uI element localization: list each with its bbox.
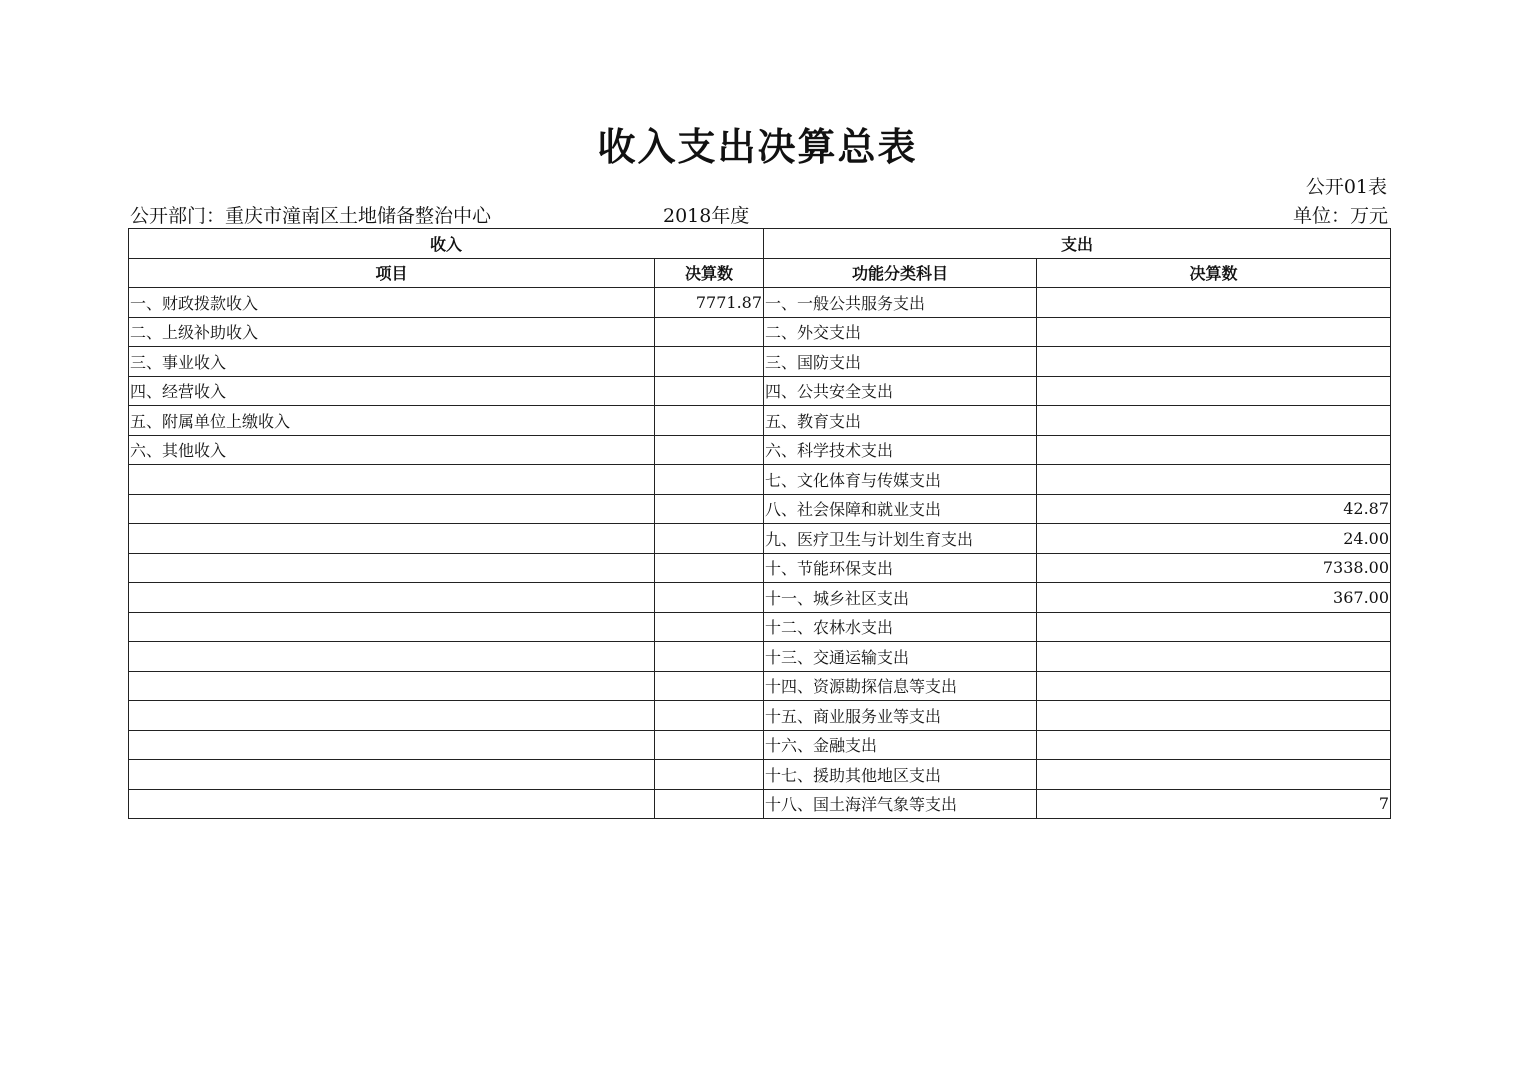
income-item-cell: 一、财政拨款收入 bbox=[129, 288, 655, 318]
income-item-cell: 四、经营收入 bbox=[129, 376, 655, 406]
expense-item-cell: 六、科学技术支出 bbox=[764, 435, 1037, 465]
income-item-cell bbox=[129, 760, 655, 790]
expense-item-cell: 十七、援助其他地区支出 bbox=[764, 760, 1037, 790]
income-item-cell bbox=[129, 465, 655, 495]
income-amount-cell bbox=[655, 317, 764, 347]
expense-amount-cell bbox=[1037, 406, 1391, 436]
expense-item-cell: 十三、交通运输支出 bbox=[764, 642, 1037, 672]
income-amount-cell bbox=[655, 553, 764, 583]
income-item-cell: 三、事业收入 bbox=[129, 347, 655, 377]
table-row bbox=[129, 583, 1391, 613]
income-amount-cell bbox=[655, 435, 764, 465]
table-row bbox=[129, 376, 1391, 406]
expense-item-cell: 十四、资源勘探信息等支出 bbox=[764, 671, 1037, 701]
budget-table bbox=[128, 228, 1391, 819]
income-amount-cell bbox=[655, 465, 764, 495]
table-row bbox=[129, 612, 1391, 642]
table-row bbox=[129, 671, 1391, 701]
expense-item-cell: 十六、金融支出 bbox=[764, 730, 1037, 760]
income-amount-cell bbox=[655, 494, 764, 524]
expense-item-cell: 十一、城乡社区支出 bbox=[764, 583, 1037, 613]
income-item-cell bbox=[129, 789, 655, 819]
income-item-cell: 五、附属单位上缴收入 bbox=[129, 406, 655, 436]
meta-row bbox=[130, 201, 1388, 227]
table-row bbox=[129, 789, 1391, 819]
table-row bbox=[129, 642, 1391, 672]
income-item-cell bbox=[129, 583, 655, 613]
income-item-cell bbox=[129, 612, 655, 642]
section-header-row bbox=[129, 229, 1391, 259]
expense-section-header: 支出 bbox=[764, 229, 1391, 259]
income-item-cell bbox=[129, 671, 655, 701]
table-row bbox=[129, 553, 1391, 583]
expense-amount-cell bbox=[1037, 435, 1391, 465]
expense-amount-column-header: 决算数 bbox=[1037, 258, 1391, 288]
expense-amount-cell bbox=[1037, 347, 1391, 377]
table-row bbox=[129, 701, 1391, 731]
expense-amount-cell: 42.87 bbox=[1037, 494, 1391, 524]
income-section-header: 收入 bbox=[129, 229, 764, 259]
table-row bbox=[129, 494, 1391, 524]
income-amount-cell bbox=[655, 406, 764, 436]
table-row bbox=[129, 524, 1391, 554]
expense-item-cell: 十八、国土海洋气象等支出 bbox=[764, 789, 1037, 819]
page-title: 收入支出决算总表 bbox=[597, 125, 918, 169]
expense-amount-cell bbox=[1037, 465, 1391, 495]
expense-amount-cell bbox=[1037, 730, 1391, 760]
income-item-cell bbox=[129, 524, 655, 554]
table-row bbox=[129, 288, 1391, 318]
expense-item-cell: 七、文化体育与传媒支出 bbox=[764, 465, 1037, 495]
income-item-cell bbox=[129, 730, 655, 760]
income-item-cell: 二、上级补助收入 bbox=[129, 317, 655, 347]
expense-item-cell: 四、公共安全支出 bbox=[764, 376, 1037, 406]
expense-amount-cell bbox=[1037, 701, 1391, 731]
expense-amount-cell: 24.00 bbox=[1037, 524, 1391, 554]
income-amount-column-header: 决算数 bbox=[655, 258, 764, 288]
income-amount-cell: 7771.87 bbox=[655, 288, 764, 318]
year-label: 2018年度 bbox=[663, 205, 750, 227]
expense-item-cell: 十五、商业服务业等支出 bbox=[764, 701, 1037, 731]
table-row bbox=[129, 347, 1391, 377]
expense-item-cell: 五、教育支出 bbox=[764, 406, 1037, 436]
income-amount-cell bbox=[655, 671, 764, 701]
income-amount-cell bbox=[655, 376, 764, 406]
expense-amount-cell bbox=[1037, 612, 1391, 642]
expense-item-cell: 一、一般公共服务支出 bbox=[764, 288, 1037, 318]
table-row bbox=[129, 435, 1391, 465]
income-amount-cell bbox=[655, 583, 764, 613]
table-row bbox=[129, 465, 1391, 495]
income-item-cell: 六、其他收入 bbox=[129, 435, 655, 465]
department-label: 公开部门：重庆市潼南区土地储备整治中心 bbox=[130, 205, 492, 227]
unit-label: 单位：万元 bbox=[1292, 205, 1388, 227]
expense-amount-cell: 7 bbox=[1037, 789, 1391, 819]
expense-item-cell: 九、医疗卫生与计划生育支出 bbox=[764, 524, 1037, 554]
table-row bbox=[129, 317, 1391, 347]
expense-item-cell: 十二、农林水支出 bbox=[764, 612, 1037, 642]
expense-amount-cell bbox=[1037, 317, 1391, 347]
item-column-header: 项目 bbox=[129, 258, 655, 288]
expense-item-cell: 三、国防支出 bbox=[764, 347, 1037, 377]
expense-item-cell: 二、外交支出 bbox=[764, 317, 1037, 347]
income-amount-cell bbox=[655, 701, 764, 731]
income-item-cell bbox=[129, 701, 655, 731]
table-row bbox=[129, 730, 1391, 760]
income-amount-cell bbox=[655, 789, 764, 819]
income-amount-cell bbox=[655, 347, 764, 377]
expense-amount-cell: 367.00 bbox=[1037, 583, 1391, 613]
income-item-cell bbox=[129, 494, 655, 524]
income-amount-cell bbox=[655, 730, 764, 760]
income-item-cell bbox=[129, 642, 655, 672]
expense-amount-cell bbox=[1037, 671, 1391, 701]
income-amount-cell bbox=[655, 642, 764, 672]
expense-item-cell: 十、节能环保支出 bbox=[764, 553, 1037, 583]
expense-amount-cell bbox=[1037, 376, 1391, 406]
table-row bbox=[129, 406, 1391, 436]
expense-amount-cell bbox=[1037, 642, 1391, 672]
table-body bbox=[129, 288, 1391, 819]
column-header-row bbox=[129, 258, 1391, 288]
function-category-column-header: 功能分类科目 bbox=[764, 258, 1037, 288]
expense-item-cell: 八、社会保障和就业支出 bbox=[764, 494, 1037, 524]
income-item-cell bbox=[129, 553, 655, 583]
expense-amount-cell bbox=[1037, 288, 1391, 318]
form-code: 公开01表 bbox=[1305, 176, 1387, 198]
table-row bbox=[129, 760, 1391, 790]
expense-amount-cell: 7338.00 bbox=[1037, 553, 1391, 583]
income-amount-cell bbox=[655, 524, 764, 554]
income-amount-cell bbox=[655, 612, 764, 642]
income-amount-cell bbox=[655, 760, 764, 790]
expense-amount-cell bbox=[1037, 760, 1391, 790]
